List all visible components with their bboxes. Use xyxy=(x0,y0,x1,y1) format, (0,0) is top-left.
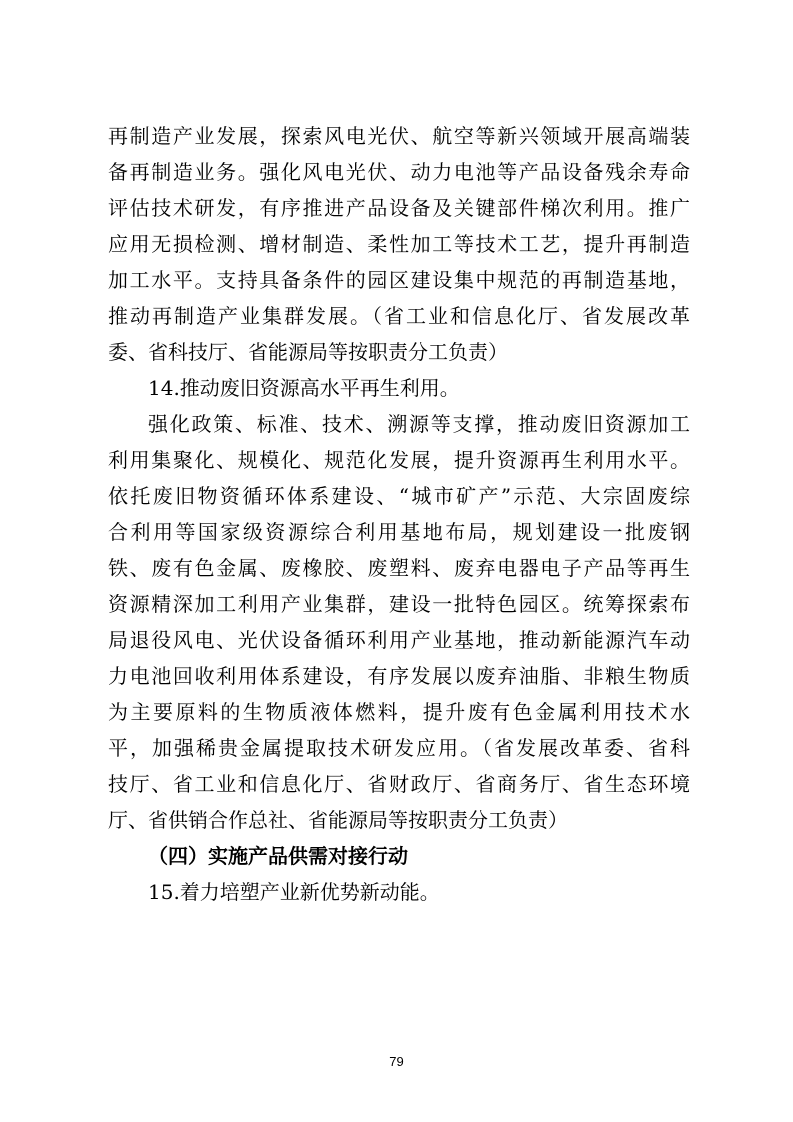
section-heading: （四）实施产品供需对接行动 xyxy=(148,844,408,868)
paragraph-line: 铁、废有色金属、废橡胶、废塑料、废弃电器电子产品等再生 xyxy=(108,556,690,580)
paragraph-line: 再制造产业发展，探索风电光伏、航空等新兴领域开展高端装 xyxy=(108,124,690,148)
item-title-15: 15.着力培塑产业新优势新动能。 xyxy=(148,880,440,904)
page-number: 79 xyxy=(389,1054,404,1069)
item-title-14: 14.推动废旧资源高水平再生利用。 xyxy=(148,376,460,400)
paragraph-line: 厅、省供销合作总社、省能源局等按职责分工负责） xyxy=(108,808,568,832)
paragraph-line: 技厅、省工业和信息化厅、省财政厅、省商务厅、省生态环境 xyxy=(108,772,690,796)
paragraph-line: 平，加强稀贵金属提取技术研发应用。（省发展改革委、省科 xyxy=(108,736,690,760)
paragraph-line: 强化政策、标准、技术、溯源等支撑，推动废旧资源加工 xyxy=(148,412,690,436)
paragraph-line: 合利用等国家级资源综合利用基地布局，规划建设一批废钢 xyxy=(108,520,690,544)
paragraph-line: 推动再制造产业集群发展。（省工业和信息化厅、省发展改革 xyxy=(108,304,690,328)
paragraph-line: 加工水平。支持具备条件的园区建设集中规范的再制造基地， xyxy=(108,268,690,292)
paragraph-line: 局退役风电、光伏设备循环利用产业基地，推动新能源汽车动 xyxy=(108,628,690,652)
paragraph-line: 力电池回收利用体系建设，有序发展以废弃油脂、非粮生物质 xyxy=(108,664,690,688)
paragraph-line: 为主要原料的生物质液体燃料，提升废有色金属利用技术水 xyxy=(108,700,690,724)
paragraph-line: 资源精深加工利用产业集群，建设一批特色园区。统筹探索布 xyxy=(108,592,690,616)
paragraph-line: 利用集聚化、规模化、规范化发展，提升资源再生利用水平。 xyxy=(108,448,690,472)
paragraph-line: 依托废旧物资循环体系建设、“城市矿产”示范、大宗固废综 xyxy=(108,484,690,508)
paragraph-line: 评估技术研发，有序推进产品设备及关键部件梯次利用。推广 xyxy=(108,196,690,220)
document-body xyxy=(108,118,690,910)
paragraph-line: 应用无损检测、增材制造、柔性加工等技术工艺，提升再制造 xyxy=(108,232,690,256)
paragraph-line: 备再制造业务。强化风电光伏、动力电池等产品设备残余寿命 xyxy=(108,160,690,184)
paragraph-line: 委、省科技厅、省能源局等按职责分工负责） xyxy=(108,340,508,364)
